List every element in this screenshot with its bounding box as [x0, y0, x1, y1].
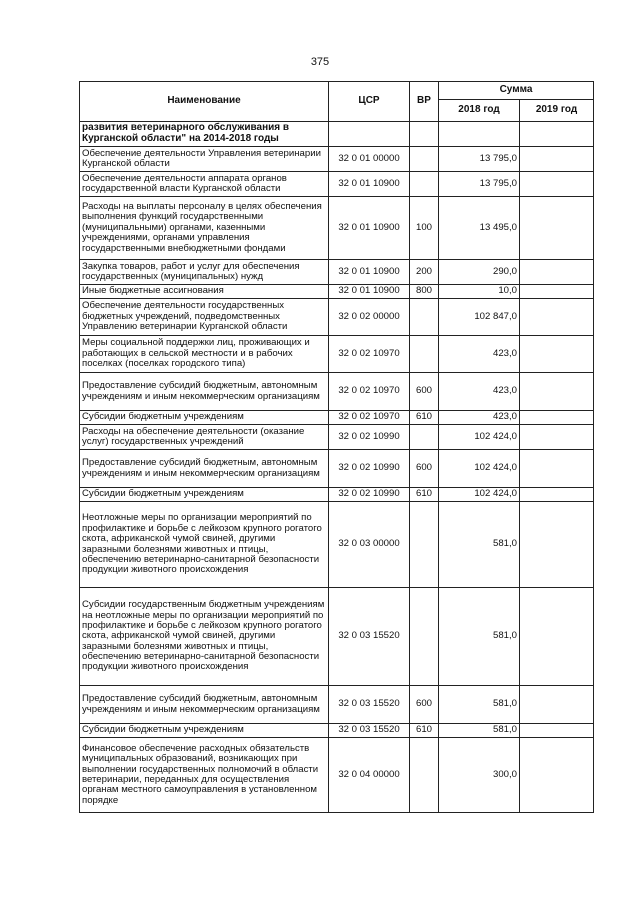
row-sum-2019-cell — [520, 738, 594, 813]
row-name-cell: Субсидии государственным бюджетным учреждениям на неотложные меры по организации мероприятий по профилактике и борьбе с лейкозом крупного рогатого скота, африканской чумой свиней, другими заразными болезнями животных и птицы, обеспечению ветеринарно-санитарной безопасности продукции животного происхождения — [80, 588, 329, 686]
row-sum-2018-cell: 10,0 — [439, 285, 520, 299]
row-sum-2019-cell — [520, 502, 594, 588]
row-vr-cell: 200 — [410, 260, 439, 285]
row-sum-2019-cell — [520, 260, 594, 285]
page-number: 375 — [310, 56, 330, 68]
table-row — [80, 425, 594, 450]
row-csr-cell: 32 0 02 10990 — [329, 488, 410, 502]
table-row — [80, 724, 594, 738]
row-csr-cell: 32 0 03 15520 — [329, 724, 410, 738]
table-row — [80, 588, 594, 686]
table-header — [80, 82, 594, 122]
row-sum-2019-cell — [520, 425, 594, 450]
row-name-cell: Неотложные меры по организации мероприятий по профилактике и борьбе с лейкозом крупного рогатого скота, африканской чумой свиней, другими заразными болезнями животных и птицы, обеспечению ветеринарно-санитарной безопасности продукции животного происхождения — [80, 502, 329, 588]
table-row — [80, 373, 594, 411]
row-csr-cell: 32 0 02 10970 — [329, 373, 410, 411]
row-name-cell: Закупка товаров, работ и услуг для обеспечения государственных (муниципальных) нужд — [80, 260, 329, 285]
row-name-cell: Субсидии бюджетным учреждениям — [80, 411, 329, 425]
table-row — [80, 260, 594, 285]
row-name-cell: Меры социальной поддержки лиц, проживающих и работающих в сельской местности и в рабочих поселках (поселках городского типа) — [80, 336, 329, 373]
row-sum-2019-cell — [520, 336, 594, 373]
row-sum-2019-cell — [520, 197, 594, 260]
table-row — [80, 147, 594, 172]
row-csr-cell: 32 0 02 00000 — [329, 299, 410, 336]
row-vr-cell — [410, 502, 439, 588]
row-name-cell: Субсидии бюджетным учреждениям — [80, 488, 329, 502]
table-row — [80, 172, 594, 197]
table-row — [80, 450, 594, 488]
row-csr-cell: 32 0 01 10900 — [329, 260, 410, 285]
header-year-2018: 2018 год — [439, 100, 520, 122]
row-vr-cell — [410, 147, 439, 172]
row-vr-cell: 600 — [410, 450, 439, 488]
row-vr-cell — [410, 172, 439, 197]
row-sum-2018-cell: 423,0 — [439, 336, 520, 373]
row-name-cell: Расходы на обеспечение деятельности (оказание услуг) государственных учреждений — [80, 425, 329, 450]
header-sum: Сумма — [439, 82, 594, 100]
row-sum-2018-cell: 581,0 — [439, 502, 520, 588]
table-row — [80, 502, 594, 588]
row-csr-cell: 32 0 01 00000 — [329, 147, 410, 172]
row-sum-2018-cell: 13 795,0 — [439, 147, 520, 172]
row-csr-cell: 32 0 02 10990 — [329, 450, 410, 488]
row-vr-cell — [410, 122, 439, 147]
row-sum-2019-cell — [520, 172, 594, 197]
row-sum-2019-cell — [520, 488, 594, 502]
row-sum-2019-cell — [520, 450, 594, 488]
row-name-cell: Обеспечение деятельности Управления ветеринарии Курганской области — [80, 147, 329, 172]
row-vr-cell: 800 — [410, 285, 439, 299]
table-row — [80, 411, 594, 425]
row-sum-2019-cell — [520, 588, 594, 686]
row-sum-2018-cell: 102 424,0 — [439, 488, 520, 502]
row-vr-cell — [410, 588, 439, 686]
row-name-cell: Финансовое обеспечение расходных обязательств муниципальных образований, возникающих при выполнении государственных полномочий в области ветеринарии, переданных для осуществления органам местного самоуправления в установленном порядке — [80, 738, 329, 813]
row-vr-cell — [410, 425, 439, 450]
table-row — [80, 299, 594, 336]
row-vr-cell: 600 — [410, 686, 439, 724]
row-sum-2018-cell — [439, 122, 520, 147]
row-sum-2018-cell: 423,0 — [439, 411, 520, 425]
row-sum-2019-cell — [520, 686, 594, 724]
row-name-cell: развития ветеринарного обслуживания в Курганской области" на 2014-2018 годы — [80, 122, 329, 147]
row-sum-2018-cell: 102 847,0 — [439, 299, 520, 336]
row-csr-cell: 32 0 02 10990 — [329, 425, 410, 450]
row-sum-2018-cell: 102 424,0 — [439, 450, 520, 488]
header-vr: ВР — [410, 82, 439, 122]
table-row — [80, 686, 594, 724]
row-vr-cell: 600 — [410, 373, 439, 411]
table-row — [80, 122, 594, 147]
row-sum-2018-cell: 13 495,0 — [439, 197, 520, 260]
row-sum-2018-cell: 581,0 — [439, 588, 520, 686]
row-csr-cell: 32 0 01 10900 — [329, 197, 410, 260]
row-sum-2018-cell: 102 424,0 — [439, 425, 520, 450]
row-sum-2019-cell — [520, 147, 594, 172]
row-sum-2018-cell: 290,0 — [439, 260, 520, 285]
row-csr-cell: 32 0 01 10900 — [329, 285, 410, 299]
row-vr-cell — [410, 738, 439, 813]
row-csr-cell: 32 0 04 00000 — [329, 738, 410, 813]
row-vr-cell — [410, 299, 439, 336]
header-name: Наименование — [80, 82, 329, 122]
row-csr-cell: 32 0 02 10970 — [329, 336, 410, 373]
row-name-cell: Обеспечение деятельности аппарата органов государственной власти Курганской области — [80, 172, 329, 197]
row-csr-cell: 32 0 03 15520 — [329, 588, 410, 686]
row-sum-2019-cell — [520, 411, 594, 425]
table-row — [80, 285, 594, 299]
row-vr-cell: 100 — [410, 197, 439, 260]
table-row — [80, 336, 594, 373]
table-row — [80, 738, 594, 813]
table-row — [80, 488, 594, 502]
row-name-cell: Предоставление субсидий бюджетным, автономным учреждениям и иным некоммерческим организациям — [80, 373, 329, 411]
row-name-cell: Обеспечение деятельности государственных бюджетных учреждений, подведомственных Управлению ветеринарии Курганской области — [80, 299, 329, 336]
row-sum-2018-cell: 581,0 — [439, 686, 520, 724]
row-sum-2019-cell — [520, 122, 594, 147]
row-vr-cell: 610 — [410, 488, 439, 502]
row-sum-2019-cell — [520, 299, 594, 336]
header-year-2019: 2019 год — [520, 100, 594, 122]
row-sum-2019-cell — [520, 373, 594, 411]
row-sum-2018-cell: 13 795,0 — [439, 172, 520, 197]
row-name-cell: Иные бюджетные ассигнования — [80, 285, 329, 299]
row-vr-cell: 610 — [410, 411, 439, 425]
row-name-cell: Расходы на выплаты персоналу в целях обеспечения выполнения функций государственными (муниципальными) органами, казенными учреждениями, органами управления государственными внебюджетными фондами — [80, 197, 329, 260]
row-vr-cell: 610 — [410, 724, 439, 738]
row-sum-2018-cell: 300,0 — [439, 738, 520, 813]
row-name-cell: Субсидии бюджетным учреждениям — [80, 724, 329, 738]
budget-table — [79, 81, 594, 813]
row-csr-cell: 32 0 01 10900 — [329, 172, 410, 197]
row-csr-cell: 32 0 03 15520 — [329, 686, 410, 724]
table-row — [80, 197, 594, 260]
row-sum-2019-cell — [520, 285, 594, 299]
row-name-cell: Предоставление субсидий бюджетным, автономным учреждениям и иным некоммерческим организациям — [80, 450, 329, 488]
table-body — [80, 122, 594, 813]
row-sum-2019-cell — [520, 724, 594, 738]
row-sum-2018-cell: 581,0 — [439, 724, 520, 738]
row-csr-cell: 32 0 02 10970 — [329, 411, 410, 425]
header-csr: ЦСР — [329, 82, 410, 122]
row-vr-cell — [410, 336, 439, 373]
row-name-cell: Предоставление субсидий бюджетным, автономным учреждениям и иным некоммерческим организациям — [80, 686, 329, 724]
row-csr-cell: 32 0 03 00000 — [329, 502, 410, 588]
row-sum-2018-cell: 423,0 — [439, 373, 520, 411]
row-csr-cell — [329, 122, 410, 147]
